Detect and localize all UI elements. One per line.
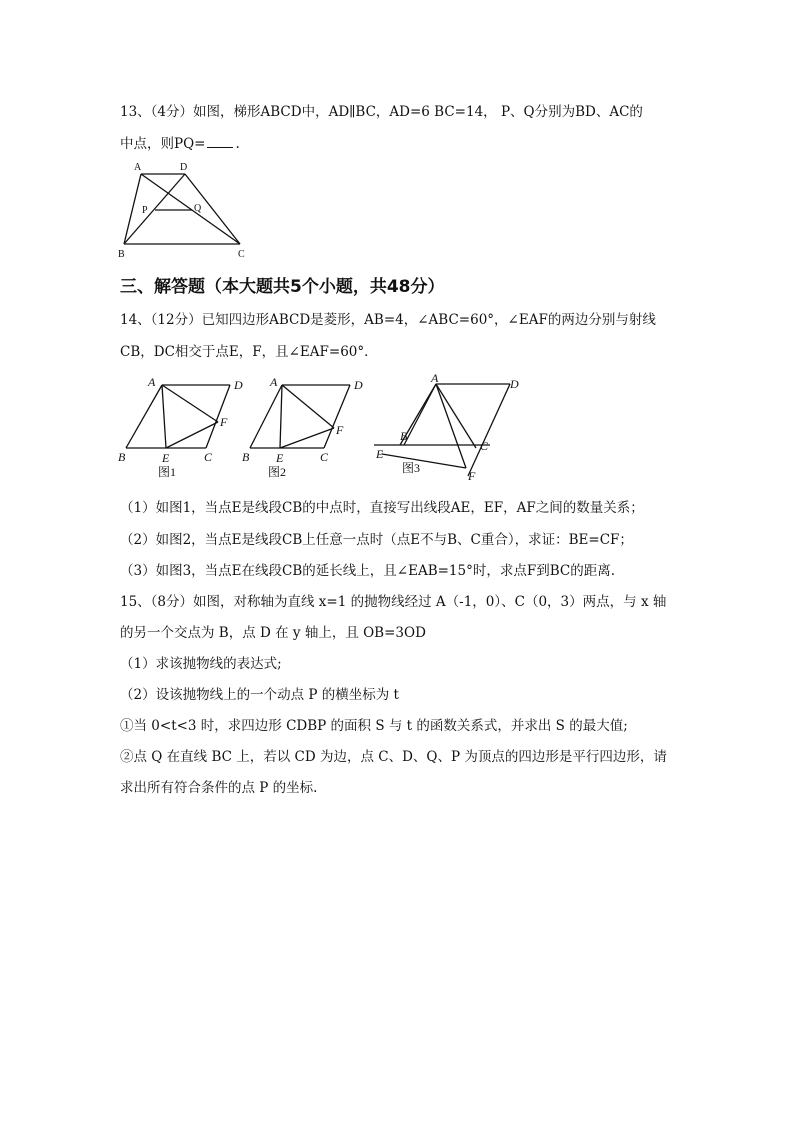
label-Q: Q [194,203,202,214]
q13-line2 [120,133,680,154]
fig3-label-E: E [376,447,384,461]
fig2-label-C: C [320,450,329,464]
section-heading: 三、解答题（本大题共5个小题，共48分） [120,277,445,297]
q14-figure-2 [238,374,368,486]
fig1-label-E: E [162,451,170,465]
answer-blank [207,133,233,148]
fig3-caption: 图3 [402,461,421,475]
fig1-label-D: D [234,378,243,392]
label-A: A [134,162,142,173]
label-C: C [238,249,245,260]
q13-trapezoid-figure [112,158,252,262]
fig1-label-C: C [204,450,213,464]
fig3-label-B: B [400,429,408,443]
fig1-caption: 图1 [158,465,177,479]
label-B: B [118,249,125,260]
q14-part2: （2）如图2，当点E是线段CB上任意一点时（点E不与B、C重合），求证：BE=CF； [120,532,633,548]
q15-sub1: ①当 0<t<3 时，求四边形 CDBP 的面积 S 与 t 的函数关系式，并求出 S 的最大值; [120,718,628,734]
q13-line1: 13、（4分）如图，梯形ABCD中，AD∥BC，AD=6 BC=14， P、Q分别为BD、AC的 [120,104,643,120]
q14-figure-1 [114,374,244,486]
fig1-label-B: B [118,450,126,464]
q13-line2-text: 中点，则PQ= [120,136,206,152]
q14-line1: 14、（12分）已知四边形ABCD是菱形，AB=4，∠ABC=60°，∠EAF的两边分别与射线 [120,312,656,328]
q13-line2-end: . [235,136,240,152]
q15-part2: （2）设该抛物线上的一个动点 P 的横坐标为 t [120,687,399,703]
fig2-label-A: A [270,375,278,389]
label-D: D [180,162,188,173]
fig3-label-F: F [468,469,476,483]
fig2-caption: 图2 [268,465,287,479]
q14-part3: （3）如图3，当点E在线段CB的延长线上，且∠EAB=15°时，求点F到BC的距离. [120,563,616,579]
fig1-label-F: F [220,415,228,429]
q14-line2: CB，DC相交于点E，F，且∠EAF=60°． [120,344,378,360]
fig2-label-B: B [242,450,250,464]
fig3-label-D: D [510,377,519,391]
q15-sub2-line1: ②点 Q 在直线 BC 上，若以 CD 为边，点 C、D、Q、P 为顶点的四边形是平行四边形，请 [120,749,667,765]
fig2-label-F: F [336,423,344,437]
fig2-label-D: D [354,378,363,392]
q15-part1: （1）求该抛物线的表达式; [120,656,282,672]
q15-line1: 15、（8分）如图，对称轴为直线 x=1 的抛物线经过 A（-1，0）、C（0，3）两点，与 x 轴 [120,594,667,610]
label-P: P [142,205,148,216]
fig1-label-A: A [148,375,156,389]
fig3-label-C: C [480,439,489,453]
q14-figure-3 [368,368,528,486]
q15-sub2-line2: 求出所有符合条件的点 P 的坐标. [120,780,318,796]
fig2-label-E: E [276,451,284,465]
fig3-label-A: A [431,371,439,385]
q15-line2: 的另一个交点为 B，点 D 在 y 轴上，且 OB=3OD [120,625,426,641]
q14-part1: （1）如图1，当点E是线段CB的中点时，直接写出线段AE，EF，AF之间的数量关系； [120,500,644,516]
